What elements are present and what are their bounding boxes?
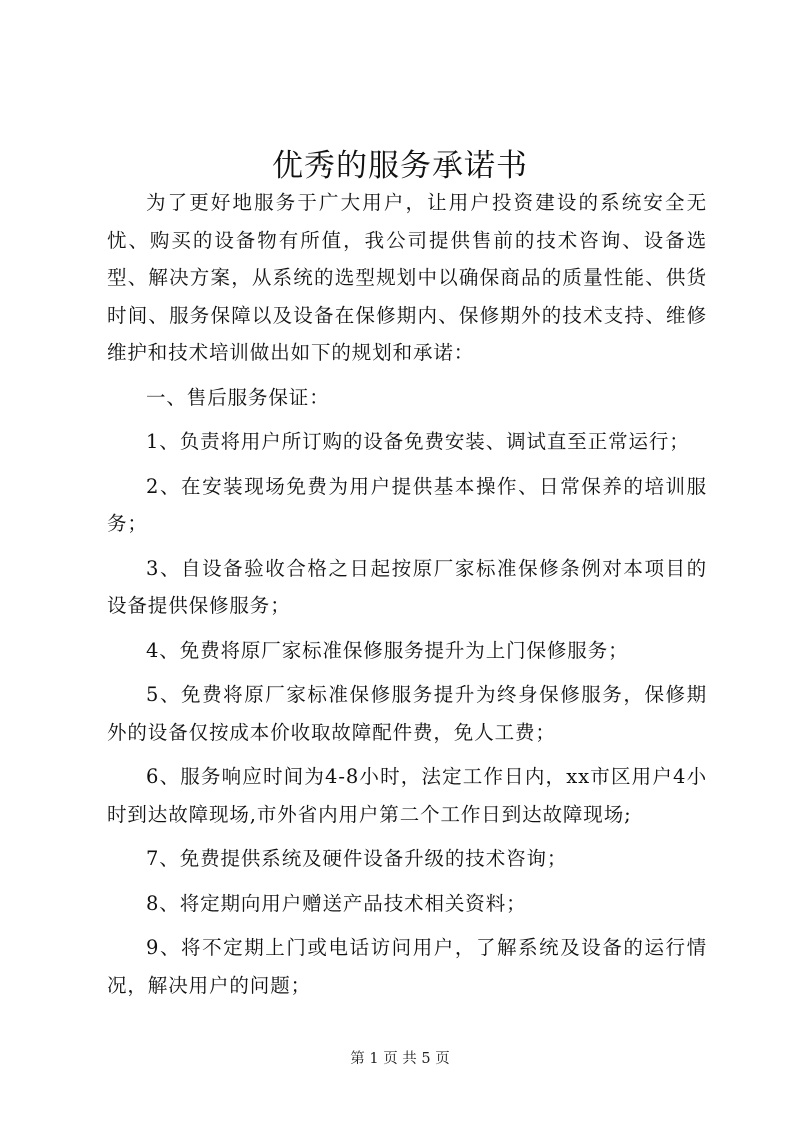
list-item: 3、自设备验收合格之日起按原厂家标准保修条例对本项目的设备提供保修服务；	[107, 556, 707, 617]
list-item: 2、在安装现场免费为用户提供基本操作、日常保养的培训服务；	[107, 474, 707, 535]
list-item: 1、负责将用户所订购的设备免费安装、调试直至正常运行；	[146, 430, 690, 453]
page-number-footer: 第 1 页 共 5 页	[350, 1051, 450, 1067]
list-item: 5、免费将原厂家标准保修服务提升为终身保修服务，保修期外的设备仅按成本价收取故障配件费，免人工费；	[107, 683, 707, 744]
document-body	[107, 184, 707, 1004]
list-item: 9、将不定期上门或电话访问用户，了解系统及设备的运行情况，解决用户的问题；	[107, 936, 707, 997]
list-item: 7、免费提供系统及硬件设备升级的技术咨询；	[146, 847, 568, 870]
document-title: 优秀的服务承诺书	[272, 148, 528, 184]
section-heading: 一、售后服务保证：	[146, 385, 330, 409]
intro-paragraph: 为了更好地服务于广大用户，让用户投资建设的系统安全无忧、购买的设备物有所值，我公司提供售前的技术咨询、设备选型、解决方案，从系统的选型规划中以确保商品的质量性能、供货时间、服务保障以及设备在保修期内、保修期外的技术支持、维修维护和技术培训做出如下的规划和承诺：	[107, 191, 707, 364]
list-item: 4、免费将原厂家标准保修服务提升为上门保修服务；	[146, 638, 629, 662]
list-item: 8、将定期向用户赠送产品技术相关资料；	[146, 891, 527, 915]
list-item: 6、服务响应时间为4-8小时，法定工作日内，xx市区用户4小时到达故障现场,市外省内用户第二个工作日到达故障现场;	[107, 765, 707, 826]
